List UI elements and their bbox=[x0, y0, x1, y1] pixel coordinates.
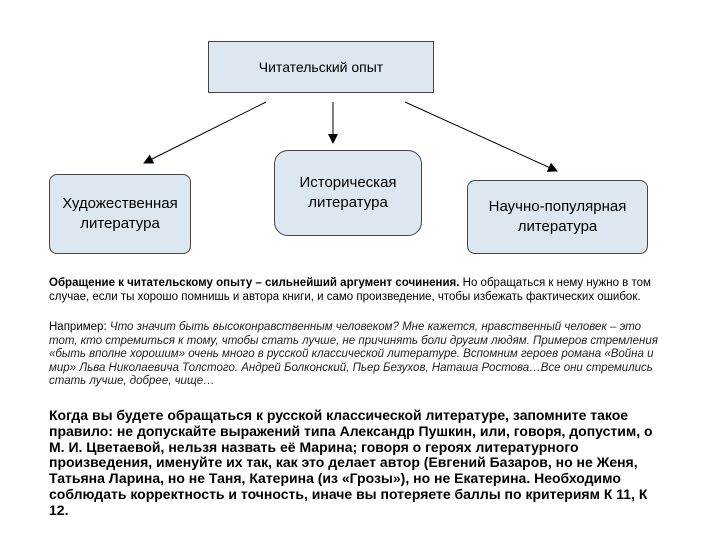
historical-label-line2: литература bbox=[308, 194, 388, 211]
root-label: Читательский опыт bbox=[258, 59, 384, 75]
popular-science-label-line1: Научно-популярная bbox=[488, 198, 627, 215]
popular-science-literature-box bbox=[467, 180, 648, 254]
arrow-to-fiction bbox=[144, 102, 266, 163]
example-paragraph bbox=[49, 321, 667, 389]
intro-rest: Но обращаться к нему нужно в том случае, если ты хорошо помнишь и автора книги, и само произведение, чтобы избежать фактических ошибок. bbox=[49, 277, 651, 303]
intro-paragraph bbox=[49, 277, 667, 304]
diagram-root-box bbox=[208, 41, 434, 93]
fiction-label-line1: Художественная bbox=[62, 195, 178, 212]
popular-science-label-line2: литература bbox=[517, 218, 598, 235]
example-lead: Например: bbox=[49, 321, 110, 333]
historical-label-line1: Историческая bbox=[299, 174, 397, 191]
example-italic-text: Что значит быть высоконравственным человеком? Мне кажется, нравственный человек – это тот, кто стремиться к тому, чтобы стать лучше, не причинять боли другим людям. Примеров стремления «быть вполне хорошим» очень много в русской классической литературе. Вспомним героев романа «Война и мир» Льва Николаевича Толстого. Андрей Болконский, Пьер Безухов, Наташа Ростова…Все они стремились стать лучше, добрее, чище… bbox=[49, 321, 658, 387]
fiction-label-line2: литература bbox=[80, 215, 160, 232]
rule-paragraph: Когда вы будете обращаться к русской классической литературе, запомните такое правило: не допускайте выражений типа Александр Пушкин, или, говоря, допустим, о М. И. Цветаевой, нельзя назвать её Марина; говоря о героях литературного произведения, именуйте их так, как это делает автор (Евгений Базаров, но не Женя, Татьяна Ларина, но не Таня, Катерина (из «Грозы»), но не Екатерина. Необходимо соблюдать корректность и точность, иначе вы потеряете баллы по критериям К 11, К 12. bbox=[49, 407, 653, 518]
historical-literature-box bbox=[274, 150, 422, 236]
fiction-literature-box bbox=[49, 174, 191, 254]
intro-bold-sentence: Обращение к читательскому опыту – сильнейший аргумент сочинения. bbox=[49, 277, 460, 289]
arrow-to-popular-science bbox=[405, 102, 557, 171]
